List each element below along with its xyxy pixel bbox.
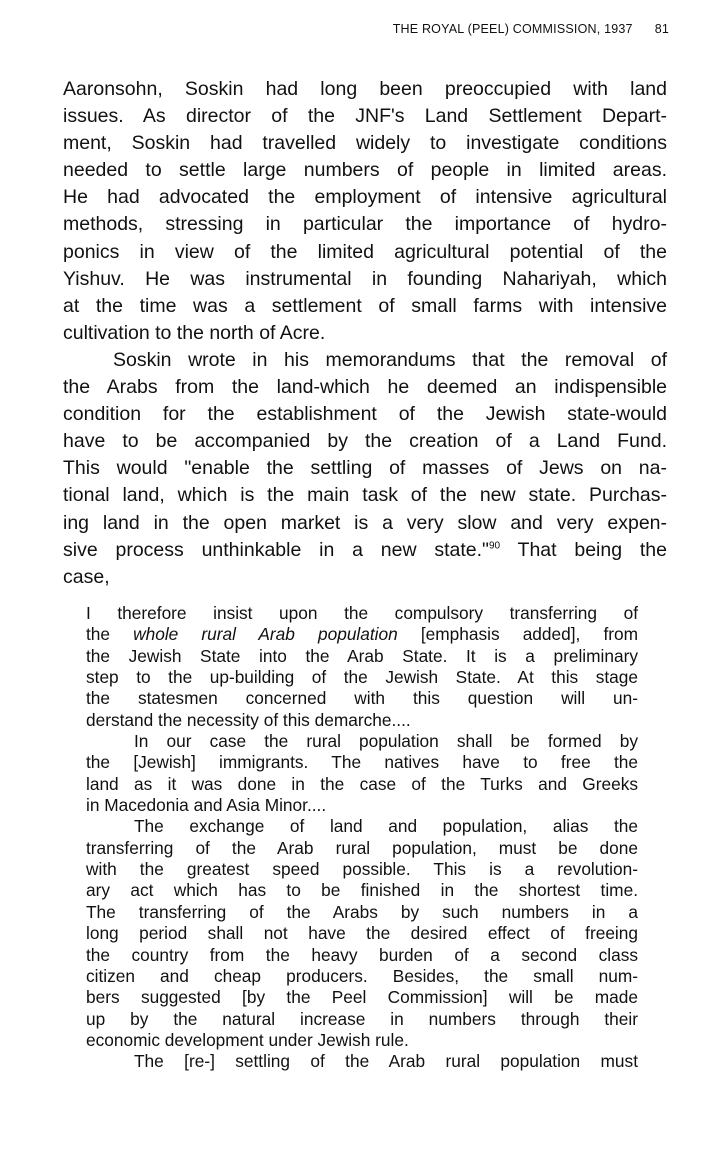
quote-line: ary act which has to be finished in the shortest time. [86, 880, 638, 901]
emphasized-text: whole rural Arab population [133, 624, 398, 645]
paragraph-2 [63, 347, 667, 591]
text-line: condition for the establishment of the Jewish state-would [63, 403, 667, 426]
footnote-reference: 90 [488, 540, 501, 552]
text-line: He had advocated the employment of intensive agricultural [63, 186, 667, 209]
quote-line: economic development under Jewish rule. [86, 1029, 409, 1050]
quote-paragraph-3 [86, 816, 638, 1051]
quote-line: with the greatest speed possible. This is a revolution- [86, 859, 638, 880]
text-fragment: [emphasis added], from [397, 624, 639, 645]
text-fragment: That being the [500, 538, 667, 561]
text-line: cultivation to the north of Acre. [63, 321, 326, 344]
quote-line [86, 624, 638, 645]
quote-line: the [Jewish] immigrants. The natives have to free the [86, 752, 638, 773]
quoted-sentence-end: sive process unthinkable in a new state." [63, 538, 489, 561]
block-quote [86, 603, 638, 1073]
quote-line: step to the up-building of the Jewish State. At this stage [86, 667, 638, 688]
text-line: at the time was a settlement of small farms with intensive [63, 294, 667, 317]
text-fragment: the [86, 624, 134, 645]
main-text [63, 76, 667, 591]
quote-line: long period shall not have the desired effect of freeing [86, 923, 638, 944]
text-line: ing land in the open market is a very slow and very expen- [63, 511, 667, 534]
quote-line: The transferring of the Arabs by such numbers in a [86, 901, 638, 922]
quote-paragraph-1 [86, 603, 638, 731]
text-line: Aaronsohn, Soskin had long been preoccupied with land [63, 78, 667, 100]
text-line: have to be accompanied by the creation of a Land Fund. [63, 430, 667, 453]
quote-line: citizen and cheap producers. Besides, the small num- [86, 965, 638, 986]
text-line: methods, stressing in particular the importance of hydro- [63, 213, 667, 236]
quote-line: the statesmen concerned with this question will un- [86, 688, 638, 709]
running-title: THE ROYAL (PEEL) COMMISSION, 1937 [392, 22, 633, 36]
text-line: Soskin wrote in his memorandums that the removal of [113, 348, 667, 371]
running-header [393, 22, 669, 36]
quote-line: I therefore insist upon the compulsory transferring of [86, 603, 638, 623]
quote-line: the Jewish State into the Arab State. It is a preliminary [86, 645, 638, 666]
text-line: case, [63, 565, 110, 588]
quote-paragraph-4 [86, 1051, 638, 1072]
quote-line: land as it was done in the case of the Turks and Greeks [86, 773, 638, 794]
page-number: 81 [654, 22, 669, 36]
quote-paragraph-2 [86, 731, 638, 816]
quote-line: in Macedonia and Asia Minor.... [86, 795, 327, 816]
paragraph-1 [63, 76, 667, 347]
text-line: tional land, which is the main task of the new state. Purchas- [63, 484, 667, 507]
text-line: the Arabs from the land-which he deemed an indispensible [63, 376, 667, 399]
quote-line: transferring of the Arab rural population, must be done [86, 837, 638, 858]
quote-line: derstand the necessity of this demarche.... [86, 709, 411, 730]
text-line: needed to settle large numbers of people in limited areas. [63, 159, 667, 182]
text-line: issues. As director of the JNF's Land Settlement Depart- [63, 105, 667, 128]
quote-line: The exchange of land and population, alias the [134, 816, 638, 837]
quote-line: In our case the rural population shall be formed by [134, 731, 638, 752]
text-line: ponics in view of the limited agricultural potential of the [63, 240, 667, 263]
quote-line: up by the natural increase in numbers through their [86, 1008, 638, 1029]
quote-line: The [re-] settling of the Arab rural population must [134, 1051, 638, 1072]
text-line: This would "enable the settling of masses of Jews on na- [63, 457, 667, 480]
text-line: Yishuv. He was instrumental in founding Nahariyah, which [63, 267, 667, 290]
quote-line: the country from the heavy burden of a second class [86, 944, 638, 965]
text-line: ment, Soskin had travelled widely to investigate conditions [63, 132, 667, 155]
text-line [63, 537, 667, 564]
quote-line: bers suggested [by the Peel Commission] will be made [86, 987, 638, 1008]
